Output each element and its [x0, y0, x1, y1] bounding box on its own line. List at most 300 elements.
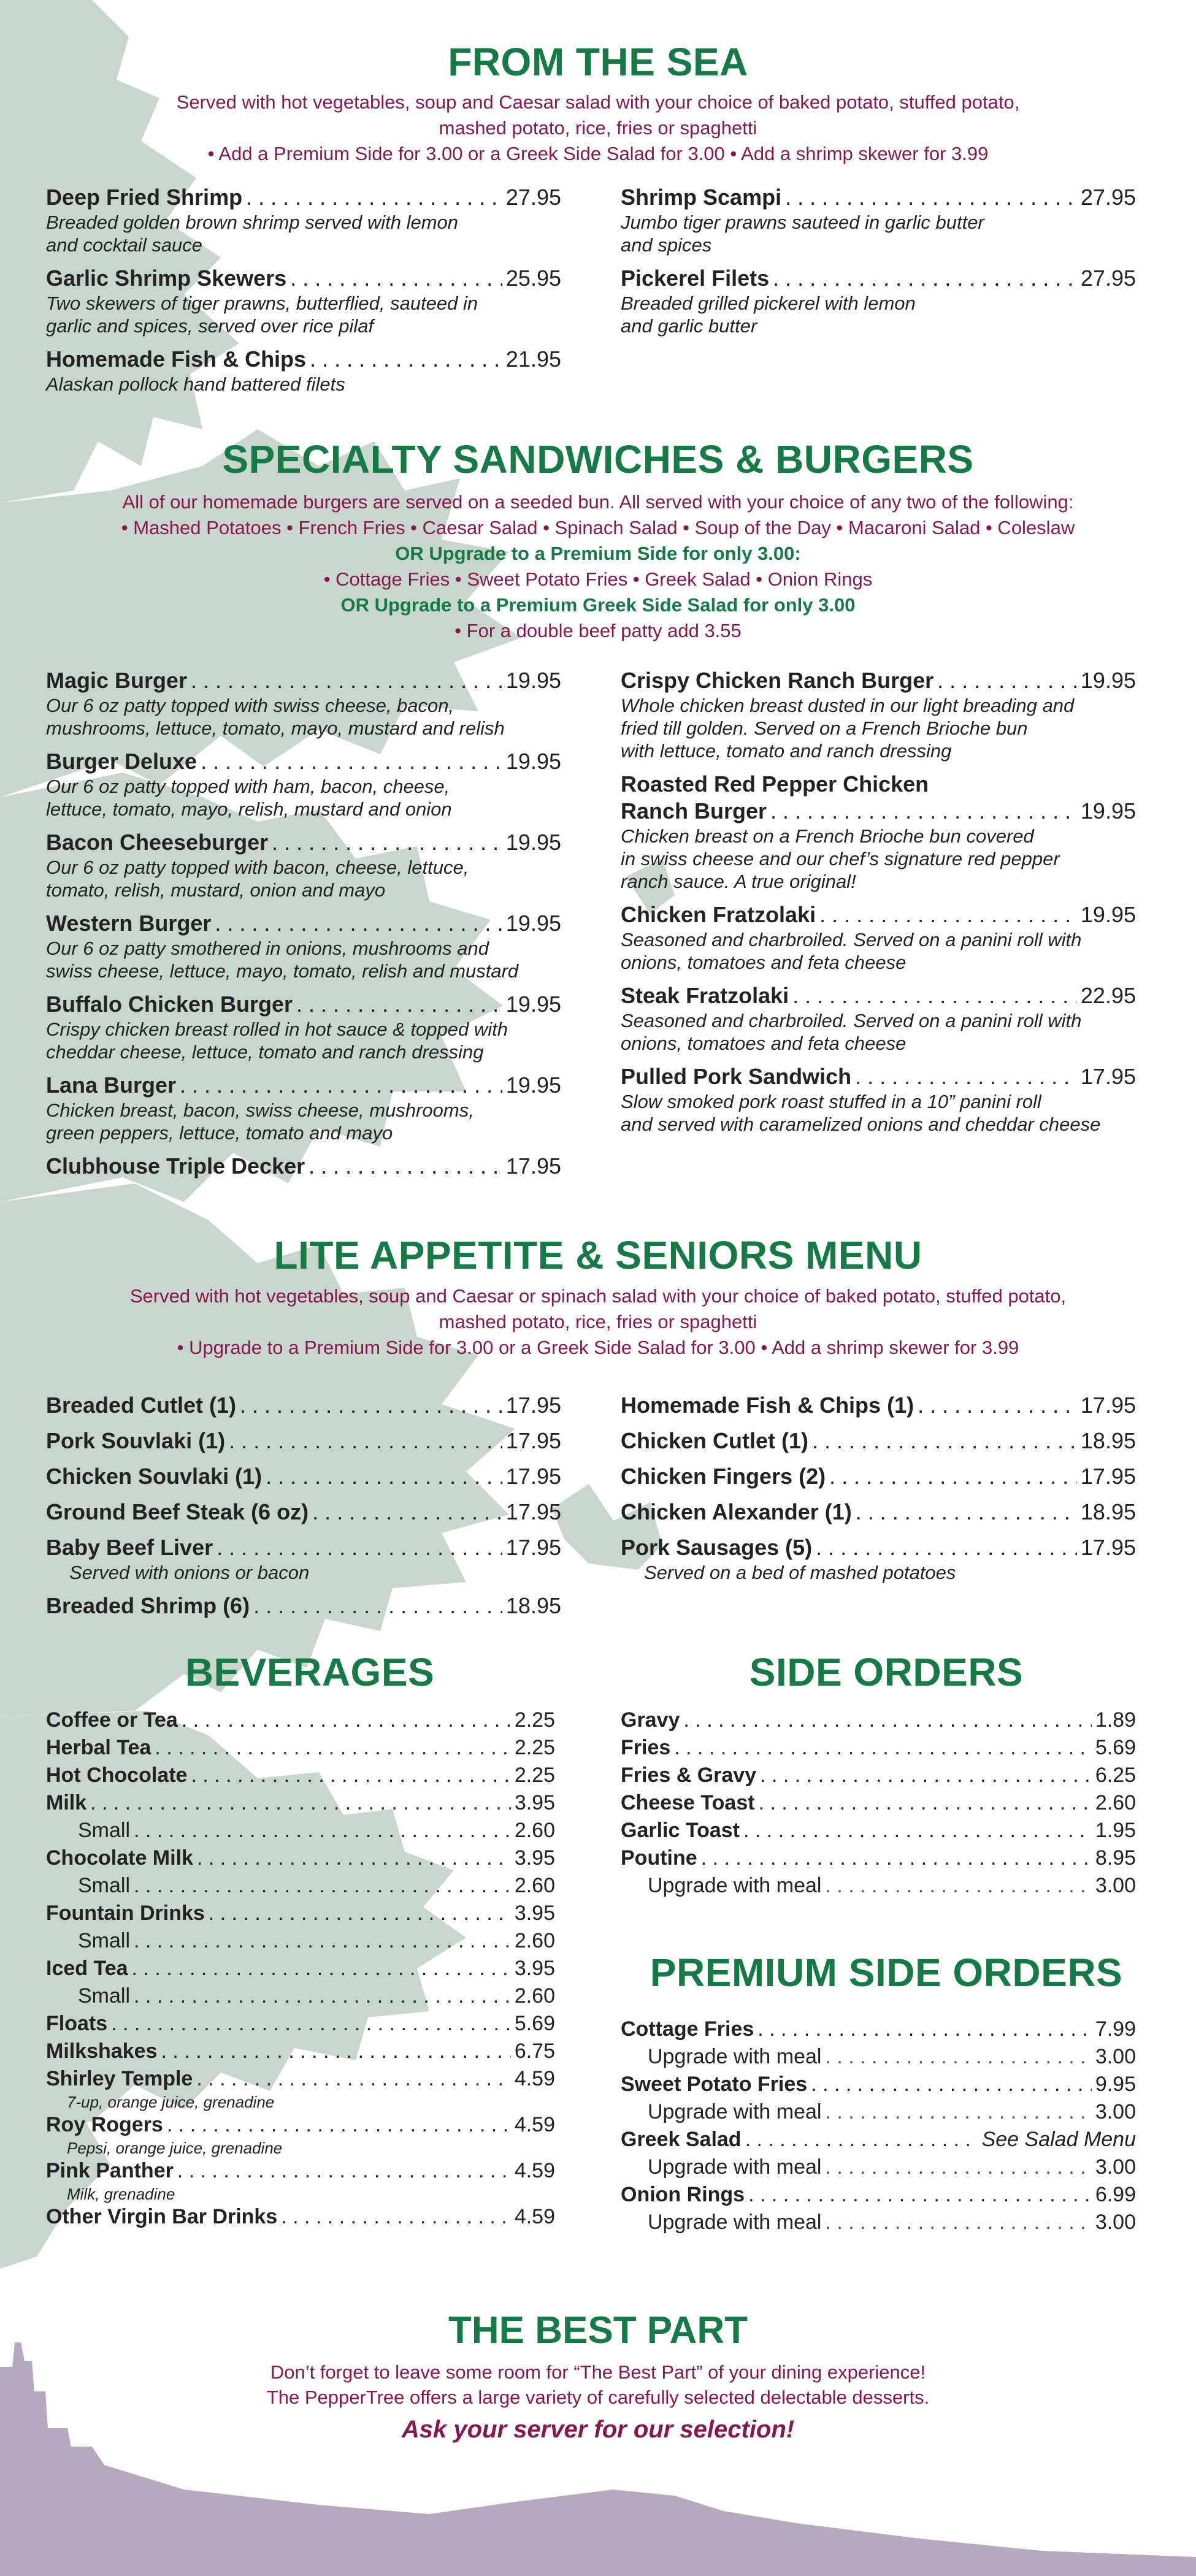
menu-item-row	[46, 829, 561, 856]
menu-item-description: Served with onions or bacon	[69, 1562, 310, 1583]
menu-item-description: Two skewers of tiger prawns, butterflied, sauteed in	[46, 292, 478, 314]
dot-leader	[182, 1707, 511, 1734]
menu-item	[621, 1734, 1136, 1762]
dot-leader	[272, 829, 502, 856]
menu-item-price: 19.95	[505, 992, 561, 1017]
menu-item-row	[78, 1982, 555, 2010]
menu-item	[46, 1762, 555, 1789]
dot-leader	[134, 1982, 511, 2010]
menu-item	[621, 1063, 1136, 1136]
dot-leader	[770, 798, 1077, 825]
menu-item-price: 8.95	[1095, 1846, 1136, 1870]
menu-item-row	[621, 1707, 1136, 1734]
menu-item-name: Deep Fried Shrimp	[46, 185, 243, 210]
menu-item-name: Buffalo Chicken Burger	[46, 992, 293, 1017]
menu-item-price: 17.95	[1080, 1535, 1136, 1560]
menu-item-name: Small	[78, 1874, 131, 1897]
menu-item	[46, 1817, 555, 1844]
menu-item	[46, 2111, 555, 2157]
menu-item-row	[648, 2154, 1136, 2181]
menu-item-name: Burger Deluxe	[46, 749, 197, 774]
menu-item	[621, 1817, 1136, 1844]
menu-item	[621, 1844, 1136, 1872]
menu-item-row	[621, 2126, 1136, 2154]
dot-leader	[215, 910, 502, 937]
menu-item-row	[621, 1392, 1136, 1419]
menu-item	[46, 1789, 555, 1817]
menu-item-name: Bacon Cheeseburger	[46, 830, 269, 855]
section-intro-lite-appetite	[0, 1283, 1196, 1361]
menu-item-price: 19.95	[505, 830, 561, 855]
menu-item-price: 5.69	[1095, 1736, 1136, 1759]
section-intro-sandwiches-burgers	[0, 489, 1196, 644]
menu-item-name: Upgrade with meal	[648, 2155, 822, 2179]
menu-item-name: Upgrade with meal	[648, 2211, 822, 2234]
dot-leader	[309, 1153, 502, 1180]
menu-item-price: 3.95	[514, 1957, 555, 1980]
menu-item-description: tomato, relish, mustard, onion and mayo	[46, 879, 386, 901]
menu-item-price: 17.95	[505, 1393, 561, 1418]
menu-item-price: 21.95	[505, 346, 561, 372]
sea-column-right	[621, 184, 1136, 346]
menu-item-price: 5.69	[514, 2012, 555, 2035]
menu-item-description: lettuce, tomato, mayo, relish, mustard and onion	[46, 798, 452, 820]
menu-item-row	[46, 667, 561, 694]
section-intro-from-the-sea	[0, 90, 1196, 167]
menu-item-price: 18.95	[1080, 1499, 1136, 1524]
menu-item-name: Sweet Potato Fries	[621, 2073, 808, 2096]
menu-item-row	[621, 1499, 1136, 1526]
menu-item-note: Milk, grenadine	[67, 2185, 175, 2203]
menu-item-description: cheddar cheese, lettuce, tomato and ranch dressing	[46, 1041, 484, 1063]
intro-line: OR Upgrade to a Premium Greek Side Salad for only 3.00	[340, 594, 856, 616]
dot-leader	[310, 346, 502, 373]
dot-leader	[209, 1900, 511, 1927]
menu-item-description: Seasoned and charbroiled. Served on a panini roll with	[621, 1010, 1082, 1031]
dot-leader	[281, 2203, 511, 2231]
dot-leader	[760, 1762, 1092, 1789]
menu-item-note: 7-up, orange juice, grenadine	[67, 2093, 275, 2111]
dot-leader	[167, 2111, 511, 2139]
menu-item-name: Cottage Fries	[621, 2017, 754, 2041]
menu-item-name: Chicken Fratzolaki	[621, 902, 816, 927]
menu-item-description: Alaskan pollock hand battered filets	[46, 373, 345, 395]
menu-item-note: Pepsi, orange juice, grenadine	[67, 2139, 283, 2157]
menu-item-name: Chocolate Milk	[46, 1846, 193, 1870]
sea-column-left	[46, 184, 561, 404]
menu-item-price: 3.95	[514, 1846, 555, 1870]
dot-leader	[246, 184, 502, 211]
menu-item-price: 3.95	[514, 1791, 555, 1814]
menu-item-price: 2.60	[514, 1984, 555, 2008]
menu-item-description: fried till golden. Served on a French Brioche bun	[621, 717, 1028, 739]
dot-leader	[683, 1707, 1091, 1734]
dot-leader	[180, 1072, 502, 1099]
menu-item-price: 19.95	[505, 1072, 561, 1098]
menu-item	[46, 2203, 555, 2231]
dot-leader	[856, 1499, 1077, 1526]
dot-leader	[132, 1955, 511, 1982]
dot-leader	[197, 1844, 511, 1872]
menu-item-price: 4.59	[514, 2067, 555, 2090]
dot-leader	[825, 2154, 1091, 2181]
menu-item-name: Cheese Toast	[621, 1791, 755, 1814]
section-title-best-part: THE BEST PART	[448, 2309, 748, 2352]
menu-item	[621, 667, 1136, 762]
menu-item	[46, 1982, 555, 2010]
sandwiches-column-left	[46, 667, 561, 1188]
menu-item-price: 19.95	[1080, 798, 1136, 824]
menu-item-description: Breaded golden brown shrimp served with lemon	[46, 212, 459, 233]
dot-leader	[748, 2181, 1092, 2209]
dot-leader	[201, 748, 502, 775]
menu-item-row	[46, 1789, 555, 1817]
menu-item-price: 6.25	[1095, 1764, 1136, 1787]
menu-item-name: Roy Rogers	[46, 2113, 163, 2136]
menu-item-price: 27.95	[1080, 185, 1136, 210]
intro-line: Served with hot vegetables, soup and Caesar or spinach salad with your choice of baked potato, stuffed potato,	[129, 1285, 1067, 1307]
menu-item-name: Fountain Drinks	[46, 1901, 205, 1925]
menu-item-description: and served with caramelized onions and cheddar cheese	[621, 1114, 1101, 1135]
menu-item-name: Pink Panther	[46, 2159, 174, 2182]
menu-item-name: Homemade Fish & Chips	[46, 346, 307, 372]
dot-leader	[812, 1428, 1077, 1454]
menu-item-price: 3.00	[1095, 2155, 1136, 2179]
menu-item	[46, 1844, 555, 1872]
menu-item-row	[46, 1499, 561, 1526]
menu-item-row	[621, 1534, 1136, 1561]
dot-leader	[240, 1392, 502, 1419]
menu-item-name: Floats	[46, 2012, 108, 2035]
menu-item	[621, 2016, 1136, 2043]
menu-item-row	[46, 2038, 555, 2065]
menu-item-price: 19.95	[1080, 668, 1136, 693]
menu-item-description: ranch sauce. A true original!	[621, 871, 856, 892]
menu-item	[46, 829, 561, 901]
menu-item	[621, 1707, 1136, 1734]
dot-leader	[745, 2126, 978, 2154]
menu-item-row	[621, 1762, 1136, 1789]
menu-item-price: See Salad Menu	[981, 2128, 1136, 2151]
menu-item-price: 7.99	[1095, 2017, 1136, 2041]
dot-leader	[937, 667, 1077, 694]
menu-item-name: Pulled Pork Sandwich	[621, 1064, 852, 1089]
intro-line: • Add a Premium Side for 3.00 or a Greek Side Salad for 3.00 • Add a shrimp skewer for 3.99	[207, 143, 989, 164]
menu-item-row	[46, 1428, 561, 1454]
menu-item-price: 19.95	[505, 668, 561, 693]
lite-column-right	[621, 1392, 1136, 1592]
menu-item-name: Pickerel Filets	[621, 266, 770, 291]
menu-item-price: 2.60	[1095, 1791, 1136, 1814]
menu-item	[46, 748, 561, 820]
menu-item-description: Our 6 oz patty smothered in onions, mushrooms and	[46, 938, 489, 959]
best-part-line: Don’t forget to leave some room for “The Best Part” of your dining experience!	[270, 2361, 926, 2383]
menu-item-price: 2.60	[514, 1874, 555, 1897]
dot-leader	[177, 2157, 511, 2185]
menu-item-description: in swiss cheese and our chef’s signature red pepper	[621, 848, 1060, 869]
menu-item-row	[621, 1844, 1136, 1872]
menu-item-name: Chicken Souvlaki (1)	[46, 1464, 263, 1489]
menu-item-description: swiss cheese, lettuce, mayo, tomato, relish and mustard	[46, 960, 519, 982]
menu-item-name: Shrimp Scampi	[621, 185, 782, 210]
menu-item	[621, 2181, 1136, 2209]
menu-item-description: Served on a bed of mashed potatoes	[644, 1562, 956, 1583]
menu-item-name: Roasted Red Pepper Chicken	[621, 771, 929, 797]
dot-leader	[743, 1817, 1092, 1844]
dot-leader	[253, 1592, 502, 1619]
intro-line: All of our homemade burgers are served on a seeded bun. All served with your choice of any two of the following:	[122, 491, 1074, 513]
menu-item-row	[46, 1463, 561, 1490]
menu-item-name: Other Virgin Bar Drinks	[46, 2205, 278, 2228]
menu-item-name: Small	[78, 1819, 131, 1842]
menu-item-row	[621, 1789, 1136, 1817]
menu-item	[621, 1762, 1136, 1789]
menu-item	[46, 1927, 555, 1955]
dot-leader	[196, 2065, 510, 2093]
dot-leader	[134, 1817, 511, 1844]
menu-item-row	[621, 901, 1136, 928]
menu-item-description: with lettuce, tomato and ranch dressing	[621, 740, 952, 762]
menu-item	[621, 184, 1136, 256]
menu-item-description: and garlic butter	[621, 315, 757, 337]
menu-item-price: 17.95	[505, 1153, 561, 1179]
menu-item-row	[46, 1534, 561, 1561]
menu-item-price: 1.95	[1095, 1819, 1136, 1842]
menu-item-name: Garlic Shrimp Skewers	[46, 266, 287, 291]
menu-item-name: Milk	[46, 1791, 87, 1814]
menu-item-row	[621, 1463, 1136, 1490]
menu-item-row	[621, 2181, 1136, 2209]
dot-leader	[229, 1428, 502, 1454]
menu-item	[46, 346, 561, 396]
menu-item-row	[78, 1927, 555, 1955]
dot-leader	[825, 2043, 1091, 2071]
menu-item-price: 2.25	[514, 1736, 555, 1759]
dot-leader	[811, 2071, 1092, 2098]
menu-item-row	[46, 2111, 555, 2139]
menu-item-row	[621, 1063, 1136, 1090]
menu-item-price: 22.95	[1080, 983, 1136, 1008]
menu-item-description: Seasoned and charbroiled. Served on a panini roll with	[621, 929, 1082, 950]
menu-item-price: 3.95	[514, 1901, 555, 1925]
menu-item-price: 4.59	[514, 2113, 555, 2136]
menu-item-price: 17.95	[505, 1535, 561, 1560]
intro-line: • Cottage Fries • Sweet Potato Fries • Greek Salad • Onion Rings	[323, 568, 873, 590]
dot-leader	[792, 982, 1077, 1009]
section-title-sandwiches-burgers: SPECIALTY SANDWICHES & BURGERS	[222, 437, 974, 481]
menu-item-price: 4.59	[514, 2159, 555, 2182]
section-title-side-orders: SIDE ORDERS	[749, 1650, 1024, 1694]
menu-item	[621, 901, 1136, 974]
menu-item-description: Crispy chicken breast rolled in hot sauce & topped with	[46, 1019, 508, 1040]
menu-item-price: 19.95	[505, 749, 561, 774]
menu-item	[621, 1872, 1136, 1900]
menu-item-row	[621, 798, 1136, 825]
menu-item-row	[648, 2098, 1136, 2126]
menu-item-name: Lana Burger	[46, 1072, 177, 1098]
intro-line: Served with hot vegetables, soup and Caesar salad with your choice of baked potato, stuffed potato,	[176, 91, 1020, 113]
menu-item-name: Fries	[621, 1736, 671, 1759]
menu-item-row	[621, 184, 1136, 211]
menu-item	[621, 2098, 1136, 2126]
menu-item	[621, 1463, 1136, 1490]
menu-item-name: Coffee or Tea	[46, 1708, 178, 1732]
menu-item-price: 19.95	[505, 911, 561, 936]
menu-item-name: Hot Chocolate	[46, 1764, 188, 1787]
menu-item-row	[621, 2071, 1136, 2098]
menu-item-price: 18.95	[1080, 1428, 1136, 1453]
menu-item-row	[46, 1844, 555, 1872]
menu-item-description: onions, tomatoes and feta cheese	[621, 1033, 907, 1054]
menu-item	[46, 1499, 561, 1526]
menu-item-name: Western Burger	[46, 911, 212, 936]
menu-item-name: Herbal Tea	[46, 1736, 151, 1759]
menu-item	[621, 265, 1136, 337]
menu-item	[46, 1955, 555, 1982]
menu-item	[621, 1392, 1136, 1419]
menu-item-name: Upgrade with meal	[648, 2045, 822, 2068]
dot-leader	[111, 2010, 511, 2038]
menu-item	[621, 1534, 1136, 1584]
dot-leader	[191, 1762, 510, 1789]
menu-item-row	[46, 1592, 561, 1619]
menu-item-price: 2.60	[514, 1929, 555, 1952]
menu-item-price: 4.59	[514, 2205, 555, 2228]
menu-item	[46, 1392, 561, 1419]
dot-leader	[829, 1463, 1077, 1490]
menu-item-description: Breaded grilled pickerel with lemon	[621, 292, 916, 314]
dot-leader	[134, 1927, 511, 1955]
menu-item	[46, 1072, 561, 1144]
lite-column-left	[46, 1392, 561, 1628]
menu-item-row	[46, 1392, 561, 1419]
dot-leader	[773, 265, 1077, 292]
menu-item-name: Ground Beef Steak (6 oz)	[46, 1499, 309, 1524]
menu-item-name: Milkshakes	[46, 2039, 158, 2063]
menu-item	[621, 1428, 1136, 1454]
best-part-line: The PepperTree offers a large variety of carefully selected delectable desserts.	[266, 2387, 930, 2408]
menu-item	[46, 2010, 555, 2038]
menu-item-name: Homemade Fish & Chips (1)	[621, 1393, 914, 1418]
menu-item-price: 6.99	[1095, 2183, 1136, 2206]
menu-item-name: Crispy Chicken Ranch Burger	[621, 668, 934, 693]
menu-item-row	[46, 1900, 555, 1927]
menu-item-name: Breaded Shrimp (6)	[46, 1593, 250, 1618]
section-title-from-the-sea: FROM THE SEA	[448, 40, 748, 84]
menu-item-name: Small	[78, 1984, 131, 2008]
menu-item-price: 18.95	[505, 1593, 561, 1618]
menu-item-price: 17.95	[1080, 1064, 1136, 1089]
menu-item-price: 17.95	[505, 1499, 561, 1524]
menu-item-row	[46, 1734, 555, 1762]
menu-item-name: Shirley Temple	[46, 2067, 193, 2090]
menu-item-row	[46, 1707, 555, 1734]
menu-item-description: and cocktail sauce	[46, 234, 203, 256]
menu-item-price: 1.89	[1095, 1708, 1136, 1732]
menu-item-price: 27.95	[1080, 266, 1136, 291]
menu-item-name: Upgrade with meal	[648, 2100, 822, 2123]
dot-leader	[191, 667, 502, 694]
menu-item-description: green peppers, lettuce, tomato and mayo	[46, 1122, 393, 1144]
intro-line: • Mashed Potatoes • French Fries • Caesar Salad • Spinach Salad • Soup of the Day • Macaroni Salad • Coleslaw	[121, 517, 1075, 538]
menu-item	[621, 1499, 1136, 1526]
menu-item	[46, 2038, 555, 2065]
menu-item-name: Poutine	[621, 1846, 697, 1870]
menu-item-row	[621, 265, 1136, 292]
menu-item-price: 3.00	[1095, 2045, 1136, 2068]
menu-item-row	[46, 2010, 555, 2038]
menu-item-name: Gravy	[621, 1708, 680, 1732]
intro-line: • For a double beef patty add 3.55	[454, 620, 742, 641]
menu-item-price: 3.00	[1095, 2211, 1136, 2234]
menu-item-row	[621, 2016, 1136, 2043]
menu-item-row	[621, 1817, 1136, 1844]
menu-item-name: Baby Beef Liver	[46, 1535, 213, 1560]
menu-item-name: Clubhouse Triple Decker	[46, 1153, 305, 1179]
menu-item-row	[46, 1153, 561, 1180]
menu-item	[46, 991, 561, 1063]
menu-item	[46, 1534, 561, 1584]
menu-item	[621, 2071, 1136, 2098]
dot-leader	[296, 991, 502, 1018]
premium-side-orders-list	[621, 2016, 1136, 2236]
menu-item-row	[78, 1872, 555, 1900]
menu-item-description: Slow smoked pork roast stuffed in a 10” panini roll	[621, 1091, 1041, 1112]
menu-item-description: mushrooms, lettuce, tomato, mayo, mustard and relish	[46, 717, 505, 739]
dot-leader	[161, 2038, 510, 2065]
menu-item-price: 6.75	[514, 2039, 555, 2063]
menu-item-name: Greek Salad	[621, 2128, 742, 2151]
dot-leader	[134, 1872, 511, 1900]
menu-item	[46, 1900, 555, 1927]
menu-item-description: Our 6 oz patty topped with swiss cheese, bacon,	[46, 695, 454, 716]
menu-item-name: Chicken Alexander (1)	[621, 1499, 852, 1524]
menu-item	[46, 1734, 555, 1762]
menu-item-description: onions, tomatoes and feta cheese	[621, 952, 907, 973]
menu-item	[46, 1153, 561, 1180]
dot-leader	[217, 1534, 502, 1561]
menu-item-price: 19.95	[1080, 902, 1136, 927]
menu-item-row	[46, 2065, 555, 2093]
menu-item-row	[46, 1762, 555, 1789]
dot-leader	[155, 1734, 510, 1762]
intro-line: OR Upgrade to a Premium Side for only 3.00:	[395, 543, 801, 564]
menu-item-price: 3.00	[1095, 1874, 1136, 1897]
dot-leader	[855, 1063, 1077, 1090]
menu-item	[621, 2154, 1136, 2181]
menu-item-row	[648, 1872, 1136, 1900]
dot-leader	[757, 2016, 1092, 2043]
intro-line: mashed potato, rice, fries or spaghetti	[439, 117, 757, 139]
menu-item-name: Upgrade with meal	[648, 1874, 822, 1897]
side-orders-list	[621, 1707, 1136, 1900]
dot-leader	[759, 1789, 1092, 1817]
menu-item-description: and spices	[621, 234, 712, 256]
menu-item-row	[46, 910, 561, 937]
menu-item-name: Pork Souvlaki (1)	[46, 1428, 226, 1453]
menu-item-name: Ranch Burger	[621, 798, 767, 824]
intro-line: • Upgrade to a Premium Side for 3.00 or a Greek Side Salad for 3.00 • Add a shrimp skewer for 3.99	[177, 1337, 1019, 1358]
menu-item-row	[46, 265, 561, 292]
best-part-text	[0, 2360, 1196, 2410]
best-part-ask: Ask your server for our selection!	[401, 2416, 795, 2443]
dot-leader	[90, 1789, 511, 1817]
menu-item	[46, 910, 561, 982]
menu-item-price: 17.95	[505, 1428, 561, 1453]
menu-item-name: Chicken Cutlet (1)	[621, 1428, 809, 1453]
menu-item-name: Steak Fratzolaki	[621, 983, 789, 1008]
menu-item-row	[621, 667, 1136, 694]
